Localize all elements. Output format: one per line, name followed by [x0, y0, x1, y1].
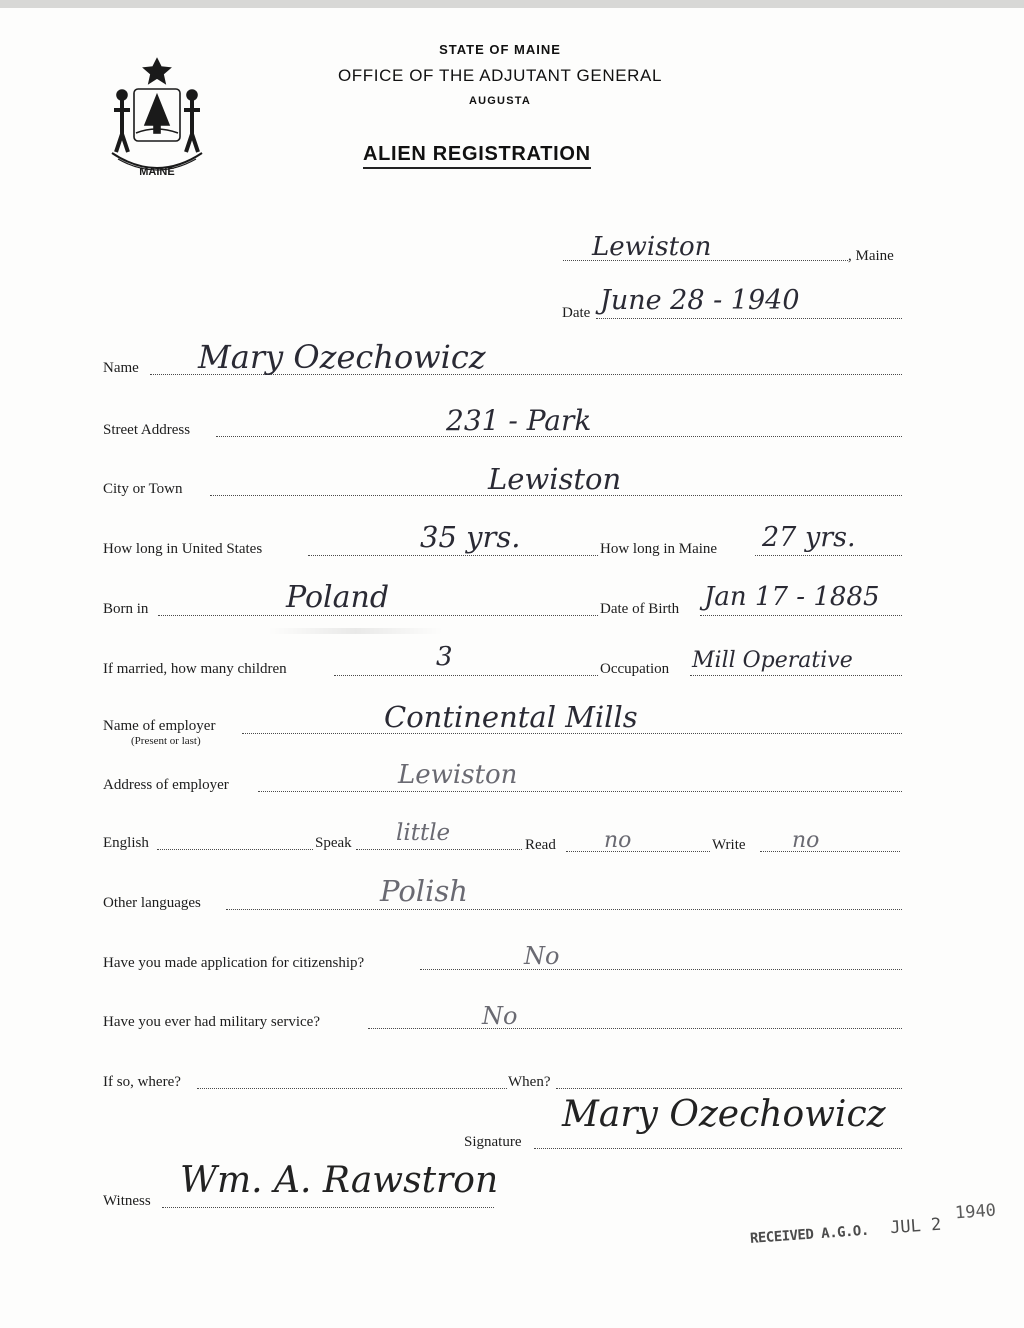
- children-label: If married, how many children: [103, 661, 287, 677]
- when-label: When?: [508, 1074, 551, 1090]
- date-label: Date: [562, 305, 591, 321]
- employer-address-label: Address of employer: [103, 777, 229, 793]
- english-line: [157, 849, 313, 850]
- born-label: Born in: [103, 601, 149, 617]
- other-languages-line: [226, 909, 902, 910]
- us-duration-value: 35 yrs.: [420, 520, 521, 554]
- military-line: [368, 1028, 902, 1029]
- name-label: Name: [103, 360, 139, 376]
- state-seal-icon: [104, 55, 210, 183]
- other-languages-value: Polish: [380, 874, 468, 908]
- other-languages-label: Other languages: [103, 895, 201, 911]
- scan-edge: [0, 0, 1024, 8]
- employer-address-line: [258, 791, 902, 792]
- english-label: English: [103, 835, 149, 851]
- military-value: No: [482, 1002, 518, 1030]
- dob-line: [700, 615, 902, 616]
- city-label: City or Town: [103, 481, 183, 497]
- header-office: OFFICE OF THE ADJUTANT GENERAL: [337, 66, 663, 85]
- read-value: no: [604, 828, 632, 853]
- speak-value: little: [396, 820, 451, 846]
- when-line: [556, 1088, 902, 1089]
- witness-line: [162, 1207, 494, 1208]
- street-value: 231 - Park: [446, 404, 592, 437]
- born-value: Poland: [286, 580, 390, 615]
- ink-smudge: [268, 628, 443, 634]
- children-value: 3: [436, 642, 453, 672]
- speak-line: [356, 849, 522, 850]
- witness-label: Witness: [103, 1193, 151, 1209]
- employer-address-value: Lewiston: [398, 760, 518, 790]
- where-label: If so, where?: [103, 1074, 181, 1090]
- stamp-date: JUL 2: [889, 1214, 942, 1239]
- speak-label: Speak: [315, 835, 352, 851]
- citizenship-line: [420, 969, 902, 970]
- header-city: AUGUSTA: [469, 95, 531, 107]
- us-duration-line: [308, 555, 598, 556]
- seal-banner-text: MAINE: [139, 166, 175, 178]
- received-stamp: [749, 1215, 942, 1248]
- dob-value: Jan 17 - 1885: [704, 582, 880, 612]
- write-value: no: [792, 828, 820, 853]
- occupation-line: [690, 675, 902, 676]
- occupation-value: Mill Operative: [692, 648, 853, 673]
- where-line: [197, 1088, 507, 1089]
- write-line: [760, 851, 900, 852]
- me-duration-value: 27 yrs.: [762, 522, 856, 553]
- stamp-year: 1940: [954, 1200, 997, 1224]
- street-label: Street Address: [103, 422, 191, 438]
- occupation-label: Occupation: [600, 661, 670, 677]
- us-duration-label: How long in United States: [103, 541, 263, 557]
- military-label: Have you ever had military service?: [103, 1014, 320, 1030]
- citizenship-value: No: [524, 942, 560, 970]
- me-duration-line: [755, 555, 902, 556]
- signature-value: Mary Ozechowicz: [562, 1094, 886, 1135]
- header-state: STATE OF MAINE: [439, 42, 561, 57]
- date-line: [596, 318, 902, 319]
- signature-line: [534, 1148, 902, 1149]
- name-value: Mary Ozechowicz: [198, 338, 486, 376]
- write-label: Write: [712, 837, 746, 853]
- place-value: Lewiston: [592, 232, 712, 262]
- read-label: Read: [525, 837, 556, 853]
- children-line: [334, 675, 598, 676]
- employer-sublabel: (Present or last): [131, 735, 201, 747]
- stamp-text: RECEIVED A.G.O.: [749, 1222, 870, 1247]
- form-title: ALIEN REGISTRATION: [363, 143, 591, 169]
- city-value: Lewiston: [488, 462, 622, 496]
- place-suffix: , Maine: [848, 248, 894, 264]
- born-line: [158, 615, 598, 616]
- citizenship-label: Have you made application for citizenship?: [103, 955, 365, 971]
- employer-value: Continental Mills: [384, 700, 638, 734]
- signature-label: Signature: [464, 1134, 522, 1150]
- date-value: June 28 - 1940: [600, 285, 800, 316]
- read-line: [566, 851, 710, 852]
- witness-value: Wm. A. Rawstron: [180, 1160, 499, 1201]
- employer-label: Name of employer: [103, 718, 216, 734]
- me-duration-label: How long in Maine: [600, 541, 718, 557]
- dob-label: Date of Birth: [600, 601, 680, 617]
